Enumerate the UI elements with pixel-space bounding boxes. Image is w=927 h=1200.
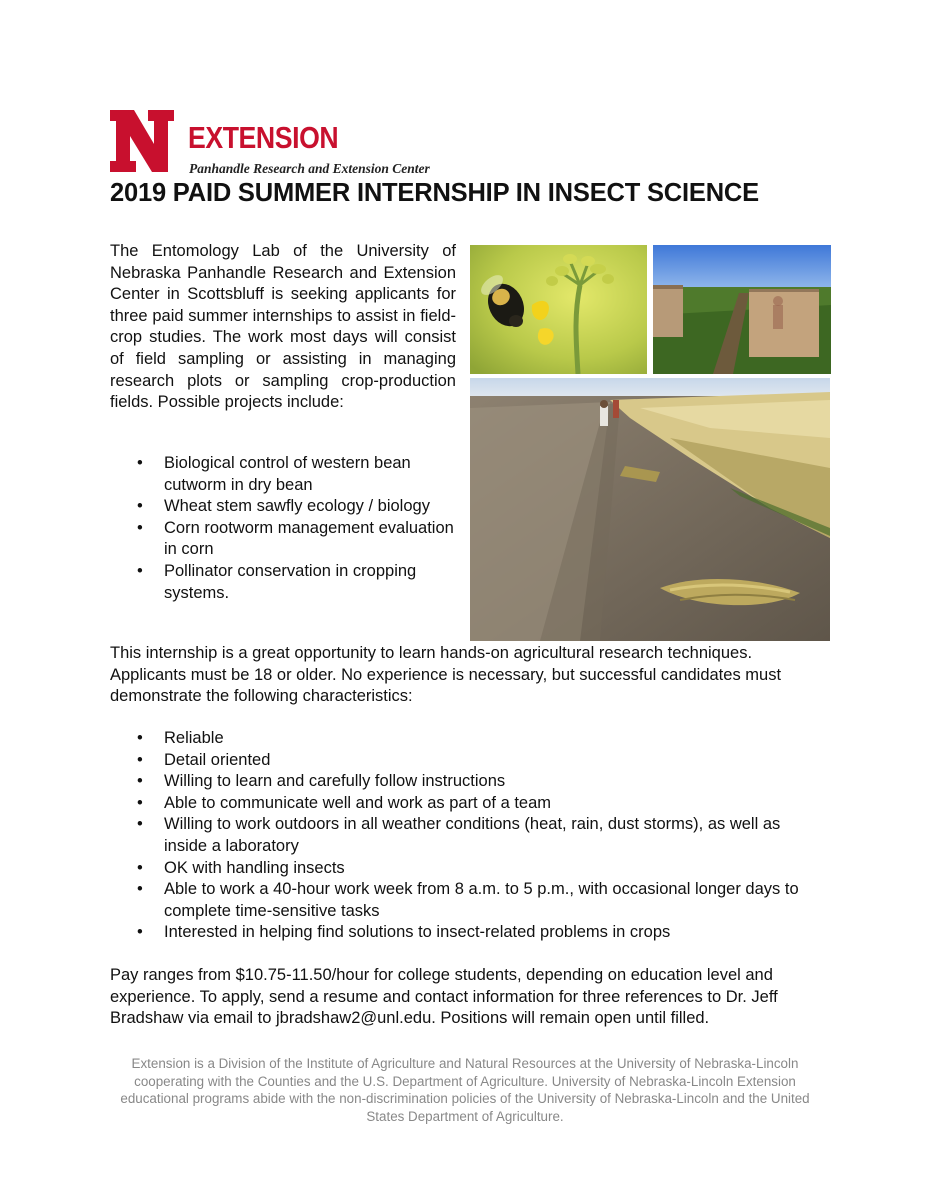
intro-paragraph: The Entomology Lab of the University of Nebraska Panhandle Research and Extension Center in Scottsbluff is seeking applicants for three paid summer internships to assist in field-crop studies. The work most days will consist of field sampling or assisting in managing research plots or sampling crop-production fields. Possible projects include:: [110, 242, 456, 412]
pay-and-application: Pay ranges from $10.75-11.50/hour for college students, depending on education level and experience. To apply, send a resume and contact information for three references to Dr. Jeff Bradshaw via email to jbradshaw2@unl.edu. Positions will remain open until filled.: [110, 966, 778, 1028]
list-item: • OK with handling insects: [110, 858, 810, 880]
list-item: • Corn rootworm management evaluation in corn: [110, 518, 460, 561]
projects-list: [110, 453, 460, 604]
list-item: • Detail oriented: [110, 750, 810, 772]
footer-disclaimer: Extension is a Division of the Institute of Agriculture and Natural Resources at the University of Nebraska-Lincoln cooperating with the Counties and the U.S. Department of Agriculture. University of Nebraska-Lincoln Extension educational programs abide with the non-discrimination policies of the University of Nebraska-Lincoln and the United States Department of Agriculture.: [120, 1056, 810, 1124]
list-item: • Able to work a 40-hour work week from 8 a.m. to 5 p.m., with occasional longer days to complete time-sensitive tasks: [110, 879, 810, 922]
list-item: • Biological control of western bean cutworm in dry bean: [110, 453, 460, 496]
list-item: • Interested in helping find solutions to insect-related problems in crops: [110, 922, 810, 944]
list-item: • Able to communicate well and work as part of a team: [110, 793, 810, 815]
wheat-field-photo: [470, 378, 830, 641]
bumblebee-on-canola-photo: [470, 245, 647, 374]
brand-name: EXTENSION: [188, 120, 339, 155]
list-item: • Reliable: [110, 728, 810, 750]
nebraska-n-logo-icon: [108, 108, 176, 174]
list-item: • Pollinator conservation in cropping systems.: [110, 561, 460, 604]
list-item: • Willing to work outdoors in all weather conditions (heat, rain, dust storms), as well as inside a laboratory: [110, 814, 810, 857]
field-cages-photo: [653, 245, 831, 374]
list-item: • Wheat stem sawfly ecology / biology: [110, 496, 460, 518]
extension-logo: [108, 108, 448, 178]
page-title: 2019 PAID SUMMER INTERNSHIP IN INSECT SCIENCE: [110, 179, 759, 207]
requirements-intro: This internship is a great opportunity to learn hands-on agricultural research techniques. Applicants must be 18 or older. No experience is necessary, but successful candidates must demonstrate the following characteristics:: [110, 644, 782, 706]
list-item: • Willing to learn and carefully follow instructions: [110, 771, 810, 793]
brand-subtitle: Panhandle Research and Extension Center: [189, 161, 430, 176]
characteristics-list: [110, 728, 810, 944]
